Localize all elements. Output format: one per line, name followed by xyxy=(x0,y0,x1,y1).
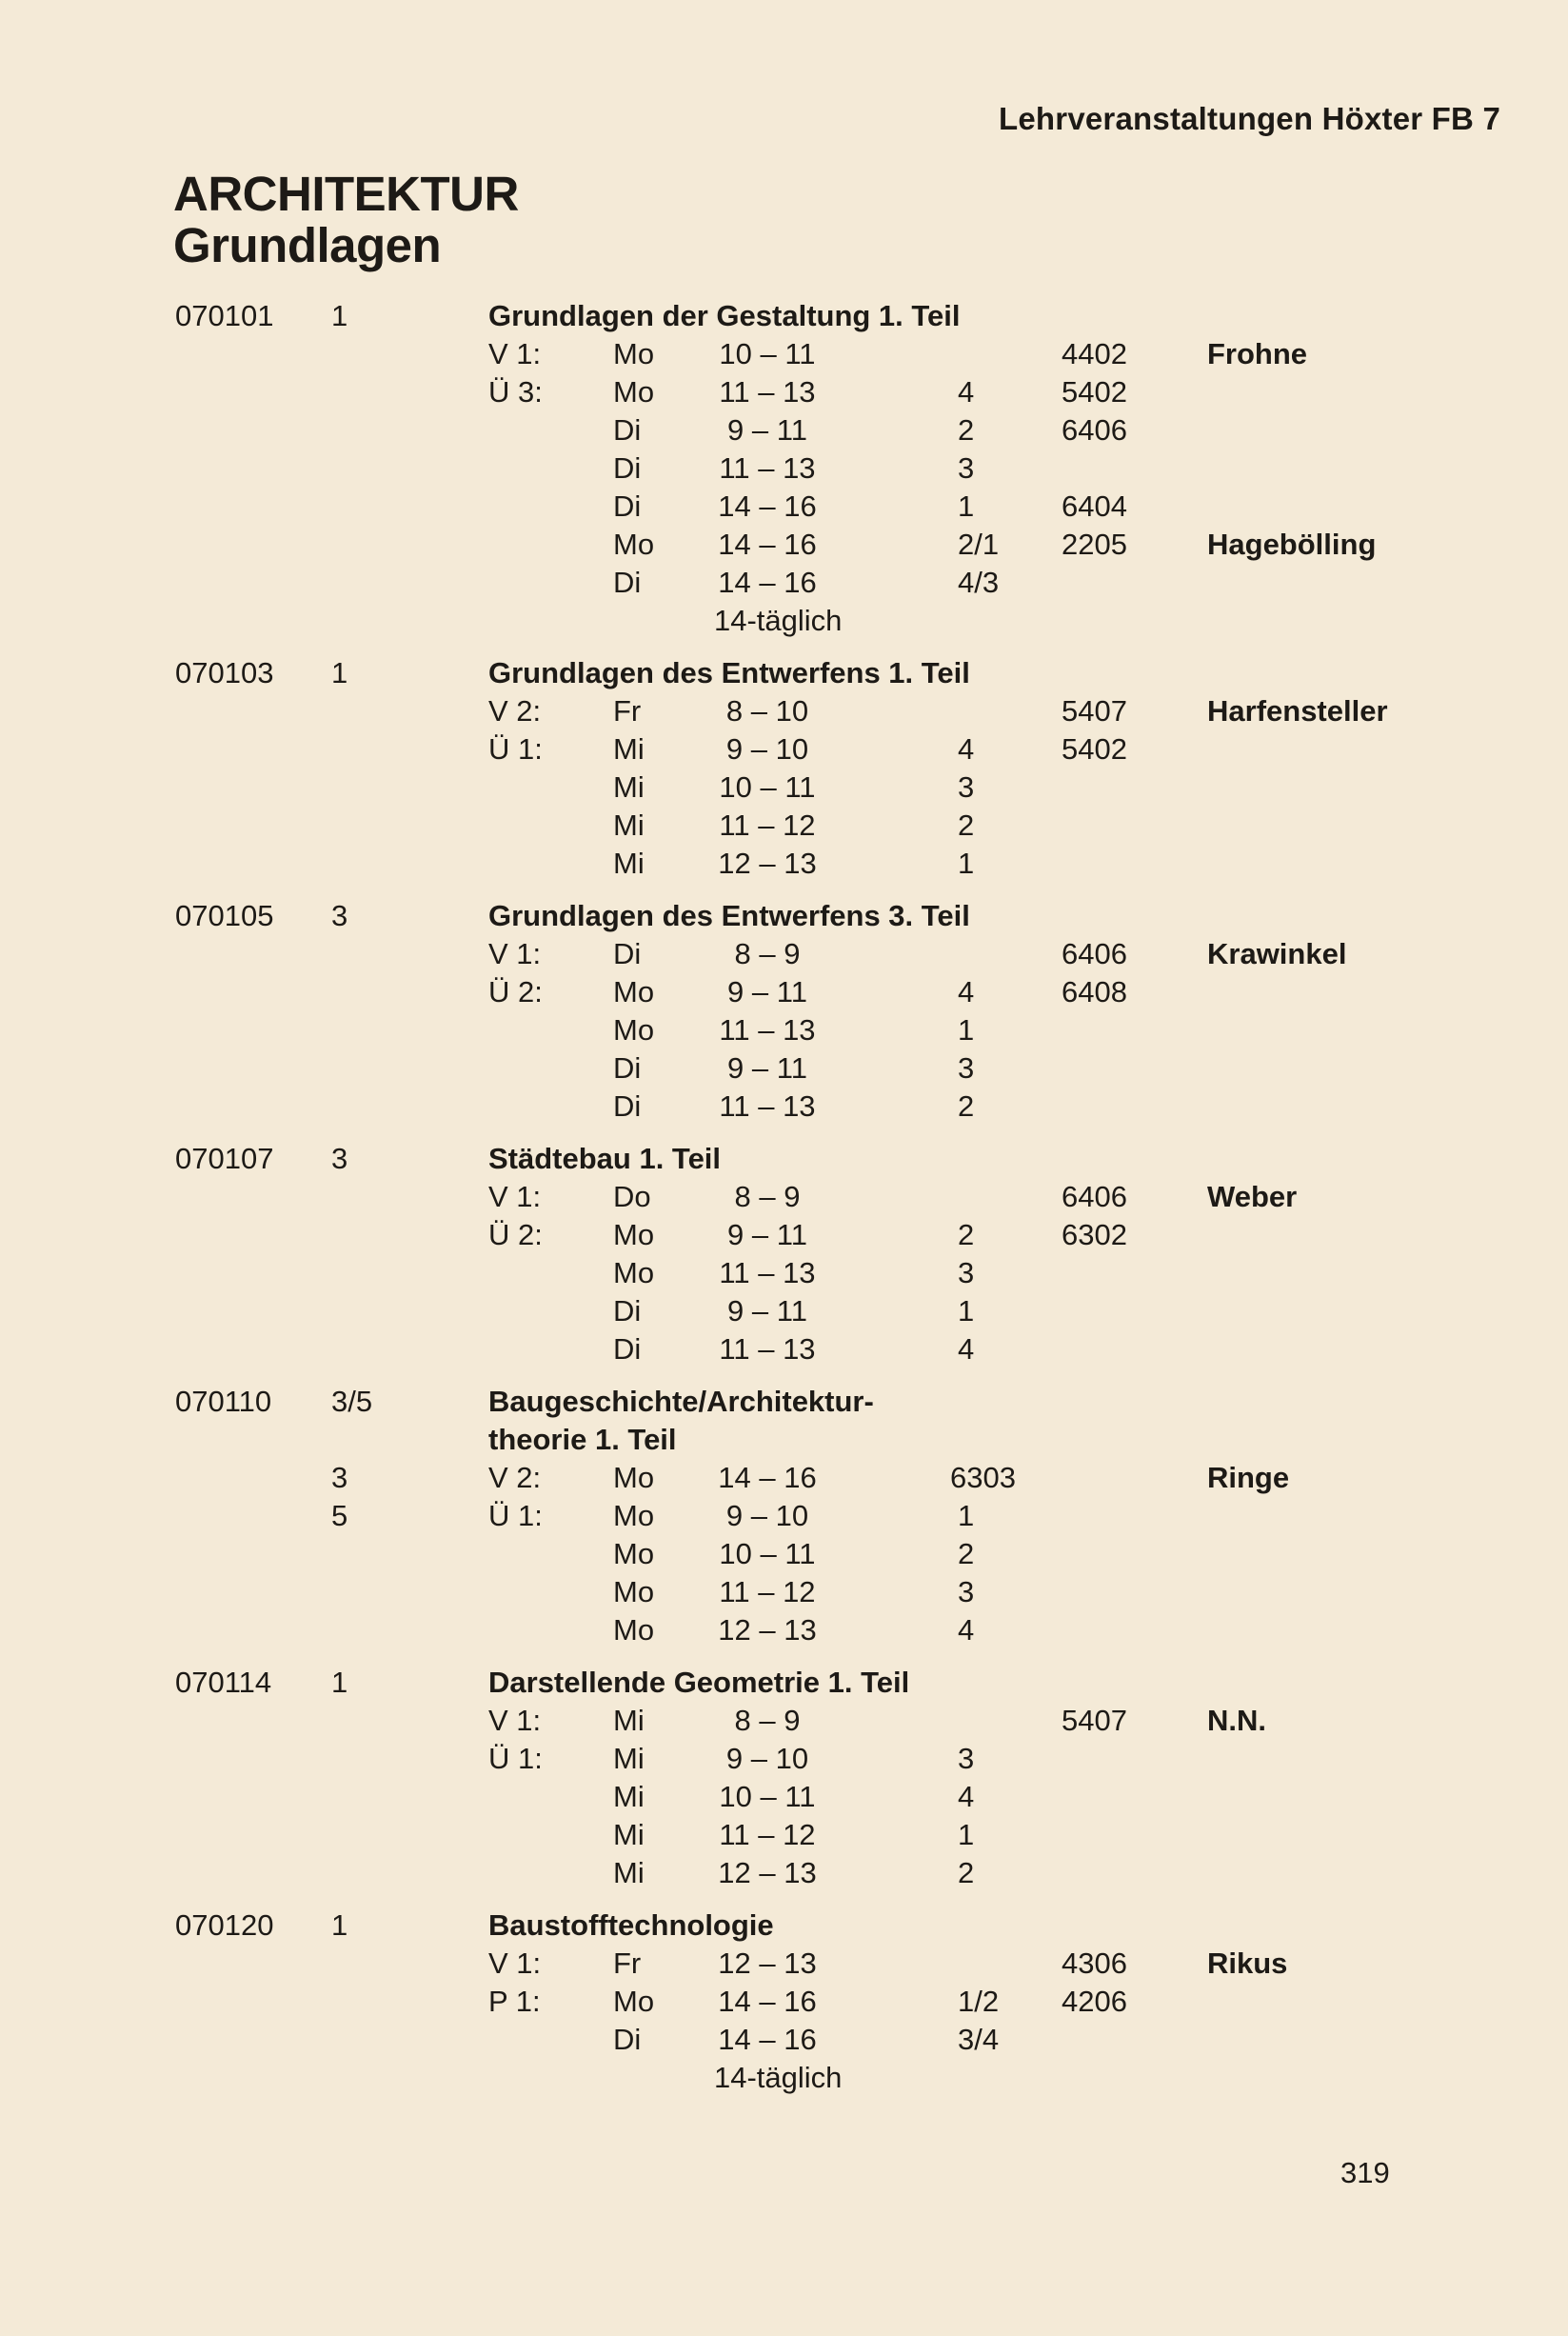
time-slot: 10 – 11 xyxy=(719,1780,816,1813)
weekday: Mo xyxy=(613,337,655,370)
schedule-row xyxy=(0,335,1568,373)
weekday: Di xyxy=(613,1294,642,1328)
time-slot: 8 – 9 xyxy=(734,1704,801,1737)
session-type: Ü 1: xyxy=(488,1742,543,1775)
lecturer-name: Frohne xyxy=(1207,337,1308,370)
weekday: Mi xyxy=(613,1856,645,1889)
session-type: V 2: xyxy=(488,1461,542,1494)
weekday: Di xyxy=(613,1332,642,1366)
row-semester: 3 xyxy=(331,1461,348,1494)
group-number: 4/3 xyxy=(958,566,1000,599)
schedule-row xyxy=(0,973,1568,1011)
time-slot: 11 – 13 xyxy=(719,1332,816,1366)
weekday: Fr xyxy=(613,1947,642,1980)
group-number: 1 xyxy=(958,1499,975,1532)
weekday: Do xyxy=(613,1180,651,1213)
schedule-row xyxy=(0,564,1568,602)
course-title-row xyxy=(0,654,1568,692)
frequency-note: 14-täglich xyxy=(714,2061,843,2094)
weekday: Di xyxy=(613,937,642,970)
session-type: Ü 3: xyxy=(488,375,543,409)
course-title-row xyxy=(0,1421,1568,1459)
time-slot: 14 – 16 xyxy=(718,528,817,561)
course-title: Darstellende Geometrie 1. Teil xyxy=(488,1666,910,1699)
time-slot: 11 – 12 xyxy=(719,1818,816,1851)
room-number: 6408 xyxy=(1062,975,1127,1008)
schedule-row xyxy=(0,730,1568,769)
course-title: Grundlagen der Gestaltung 1. Teil xyxy=(488,299,961,332)
time-slot: 11 – 13 xyxy=(719,1013,816,1047)
course-code: 070101 xyxy=(175,299,274,332)
group-number: 1 xyxy=(958,1818,975,1851)
group-number: 4 xyxy=(958,1613,975,1647)
weekday: Di xyxy=(613,1089,642,1123)
group-number: 3 xyxy=(958,451,975,485)
time-slot: 9 – 10 xyxy=(725,1742,809,1775)
schedule-row xyxy=(0,1945,1568,1983)
time-slot: 12 – 13 xyxy=(718,1856,817,1889)
course-entry xyxy=(0,297,1568,640)
time-slot: 8 – 9 xyxy=(734,937,801,970)
weekday: Di xyxy=(613,2023,642,2056)
course-semester: 1 xyxy=(331,1908,348,1942)
room-number: 4306 xyxy=(1062,1947,1127,1980)
time-slot: 9 – 11 xyxy=(727,975,807,1008)
lecturer-name: N.N. xyxy=(1207,1704,1266,1737)
weekday: Mo xyxy=(613,1499,655,1532)
group-number: 4 xyxy=(958,732,975,766)
course-title: Baugeschichte/Architektur- xyxy=(488,1385,874,1418)
lecturer-name: Weber xyxy=(1207,1180,1298,1213)
session-type: P 1: xyxy=(488,1985,541,2018)
time-slot: 11 – 13 xyxy=(719,1089,816,1123)
course-semester: 3 xyxy=(331,1142,348,1175)
course-entry xyxy=(0,897,1568,1126)
weekday: Mi xyxy=(613,732,645,766)
time-slot: 8 – 9 xyxy=(734,1180,801,1213)
session-type: V 2: xyxy=(488,694,542,728)
group-number: 1 xyxy=(958,1013,975,1047)
time-slot: 10 – 11 xyxy=(719,337,816,370)
course-semester: 1 xyxy=(331,299,348,332)
session-type: Ü 1: xyxy=(488,1499,543,1532)
schedule-row xyxy=(0,1611,1568,1649)
schedule-row xyxy=(0,1178,1568,1216)
course-entry xyxy=(0,1664,1568,1892)
course-title: Städtebau 1. Teil xyxy=(488,1142,722,1175)
time-slot: 14 – 16 xyxy=(718,1985,817,2018)
course-code: 070103 xyxy=(175,656,274,689)
schedule-row xyxy=(0,1573,1568,1611)
weekday: Mo xyxy=(613,1985,655,2018)
weekday: Mo xyxy=(613,975,655,1008)
weekday: Mo xyxy=(613,375,655,409)
group-number: 4 xyxy=(958,375,975,409)
course-title-row xyxy=(0,1907,1568,1945)
schedule-row xyxy=(0,411,1568,449)
course-title-row xyxy=(0,1664,1568,1702)
time-slot: 9 – 11 xyxy=(727,1051,807,1085)
course-list xyxy=(0,297,1568,2111)
schedule-row xyxy=(0,1702,1568,1740)
lecturer-name: Harfensteller xyxy=(1207,694,1388,728)
session-type: V 1: xyxy=(488,1704,542,1737)
room-number: 6302 xyxy=(1062,1218,1127,1251)
lecturer-name: Rikus xyxy=(1207,1947,1288,1980)
time-slot: 11 – 13 xyxy=(719,375,816,409)
group-number: 3 xyxy=(958,1256,975,1289)
course-title: Grundlagen des Entwerfens 1. Teil xyxy=(488,656,970,689)
schedule-row xyxy=(0,1983,1568,2021)
time-slot: 8 – 10 xyxy=(725,694,809,728)
time-slot: 12 – 13 xyxy=(718,847,817,880)
time-slot: 10 – 11 xyxy=(719,770,816,804)
weekday: Di xyxy=(613,489,642,523)
weekday: Mo xyxy=(613,1013,655,1047)
schedule-row xyxy=(0,1816,1568,1854)
course-title-row xyxy=(0,1140,1568,1178)
weekday: Mo xyxy=(613,1575,655,1608)
time-slot: 14 – 16 xyxy=(718,566,817,599)
group-number: 3 xyxy=(958,1051,975,1085)
weekday: Di xyxy=(613,566,642,599)
session-type: V 1: xyxy=(488,337,542,370)
group-number: 2 xyxy=(958,809,975,842)
schedule-row xyxy=(0,845,1568,883)
session-type: V 1: xyxy=(488,937,542,970)
time-slot: 14 – 16 xyxy=(718,489,817,523)
schedule-row xyxy=(0,1535,1568,1573)
time-slot: 9 – 11 xyxy=(727,1294,807,1328)
course-semester: 1 xyxy=(331,656,348,689)
room-number: 6404 xyxy=(1062,489,1127,523)
course-title: Baustofftechnologie xyxy=(488,1908,774,1942)
group-number: 2/1 xyxy=(958,528,1000,561)
session-type: Ü 2: xyxy=(488,1218,543,1251)
room-number: 6406 xyxy=(1062,937,1127,970)
schedule-row xyxy=(0,1254,1568,1292)
group-number: 4 xyxy=(958,975,975,1008)
group-number: 3 xyxy=(958,1575,975,1608)
group-number: 2 xyxy=(958,1537,975,1570)
schedule-row xyxy=(0,1292,1568,1330)
page-number: 319 xyxy=(1340,2156,1390,2189)
section-title: ARCHITEKTUR xyxy=(173,167,519,221)
schedule-row xyxy=(0,692,1568,730)
course-code: 070120 xyxy=(175,1908,274,1942)
time-slot: 11 – 12 xyxy=(719,809,816,842)
schedule-row xyxy=(0,488,1568,526)
weekday: Mi xyxy=(613,809,645,842)
room-number: 6406 xyxy=(1062,1180,1127,1213)
time-slot: 11 – 13 xyxy=(719,451,816,485)
schedule-row xyxy=(0,449,1568,488)
schedule-row xyxy=(0,2021,1568,2059)
group-number: 3 xyxy=(958,770,975,804)
schedule-row xyxy=(0,807,1568,845)
schedule-row xyxy=(0,1497,1568,1535)
group-number: 3 xyxy=(958,1742,975,1775)
time-slot: 10 – 11 xyxy=(719,1537,816,1570)
lecturer-name: Hagebölling xyxy=(1207,528,1377,561)
schedule-row xyxy=(0,373,1568,411)
group-number: 4 xyxy=(958,1332,975,1366)
course-title-row xyxy=(0,297,1568,335)
time-slot: 9 – 11 xyxy=(727,1218,807,1251)
time-slot: 12 – 13 xyxy=(718,1613,817,1647)
weekday: Mo xyxy=(613,1613,655,1647)
weekday: Mo xyxy=(613,1537,655,1570)
schedule-row xyxy=(0,1049,1568,1088)
time-slot: 11 – 12 xyxy=(719,1575,816,1608)
course-semester: 3 xyxy=(331,899,348,932)
group-number: 1 xyxy=(958,847,975,880)
course-code: 070110 xyxy=(175,1385,272,1418)
session-type: V 1: xyxy=(488,1947,542,1980)
group-number: 4 xyxy=(958,1780,975,1813)
course-code: 070114 xyxy=(175,1666,272,1699)
time-slot: 14 – 16 xyxy=(718,2023,817,2056)
course-entry xyxy=(0,1383,1568,1649)
course-code: 070105 xyxy=(175,899,274,932)
time-slot: 9 – 10 xyxy=(725,1499,809,1532)
course-note-row xyxy=(0,2059,1568,2097)
weekday: Mo xyxy=(613,528,655,561)
weekday: Mi xyxy=(613,1818,645,1851)
room-number: 4402 xyxy=(1062,337,1127,370)
weekday: Mi xyxy=(613,1704,645,1737)
schedule-row xyxy=(0,1778,1568,1816)
weekday: Mo xyxy=(613,1218,655,1251)
group-number: 2 xyxy=(958,1218,975,1251)
schedule-row xyxy=(0,769,1568,807)
course-title-row xyxy=(0,897,1568,935)
schedule-row xyxy=(0,1330,1568,1368)
weekday: Di xyxy=(613,451,642,485)
lecturer-name: Ringe xyxy=(1207,1461,1290,1494)
schedule-row xyxy=(0,935,1568,973)
room-number: 6406 xyxy=(1062,413,1127,447)
course-title: theorie 1. Teil xyxy=(488,1423,677,1456)
session-type: V 1: xyxy=(488,1180,542,1213)
room-number: 5407 xyxy=(1062,1704,1127,1737)
weekday: Mi xyxy=(613,847,645,880)
group-number: 2 xyxy=(958,1089,975,1123)
course-title: Grundlagen des Entwerfens 3. Teil xyxy=(488,899,970,932)
schedule-row xyxy=(0,526,1568,564)
section-subtitle: Grundlagen xyxy=(173,218,442,272)
lecturer-name: Krawinkel xyxy=(1207,937,1347,970)
room-number: 2205 xyxy=(1062,528,1127,561)
course-entry xyxy=(0,654,1568,883)
course-note-row xyxy=(0,602,1568,640)
weekday: Mo xyxy=(613,1256,655,1289)
room-number: 5402 xyxy=(1062,732,1127,766)
time-slot: 14 – 16 xyxy=(718,1461,817,1494)
frequency-note: 14-täglich xyxy=(714,604,843,637)
weekday: Mi xyxy=(613,1742,645,1775)
time-slot: 12 – 13 xyxy=(718,1947,817,1980)
time-slot: 9 – 10 xyxy=(725,732,809,766)
weekday: Mi xyxy=(613,1780,645,1813)
weekday: Mo xyxy=(613,1461,655,1494)
group-number: 1 xyxy=(958,1294,975,1328)
room-number: 5407 xyxy=(1062,694,1127,728)
session-type: Ü 2: xyxy=(488,975,543,1008)
room-number: 4206 xyxy=(1062,1985,1127,2018)
schedule-row xyxy=(0,1459,1568,1497)
running-header: Lehrveranstaltungen Höxter FB 7 xyxy=(999,101,1500,136)
schedule-row xyxy=(0,1088,1568,1126)
weekday: Di xyxy=(613,1051,642,1085)
room-number: 5402 xyxy=(1062,375,1127,409)
group-number: 1/2 xyxy=(958,1985,1000,2018)
schedule-row xyxy=(0,1216,1568,1254)
group-number: 3/4 xyxy=(958,2023,1000,2056)
course-semester: 3/5 xyxy=(331,1385,373,1418)
course-semester: 1 xyxy=(331,1666,348,1699)
time-slot: 11 – 13 xyxy=(719,1256,816,1289)
course-title-row xyxy=(0,1383,1568,1421)
weekday: Di xyxy=(613,413,642,447)
course-entry xyxy=(0,1140,1568,1368)
schedule-row xyxy=(0,1854,1568,1892)
course-entry xyxy=(0,1907,1568,2097)
group-number: 6303 xyxy=(950,1461,1016,1494)
schedule-row xyxy=(0,1740,1568,1778)
weekday: Mi xyxy=(613,770,645,804)
group-number: 1 xyxy=(958,489,975,523)
session-type: Ü 1: xyxy=(488,732,543,766)
schedule-row xyxy=(0,1011,1568,1049)
course-code: 070107 xyxy=(175,1142,274,1175)
group-number: 2 xyxy=(958,1856,975,1889)
row-semester: 5 xyxy=(331,1499,348,1532)
group-number: 2 xyxy=(958,413,975,447)
time-slot: 9 – 11 xyxy=(727,413,807,447)
weekday: Fr xyxy=(613,694,642,728)
